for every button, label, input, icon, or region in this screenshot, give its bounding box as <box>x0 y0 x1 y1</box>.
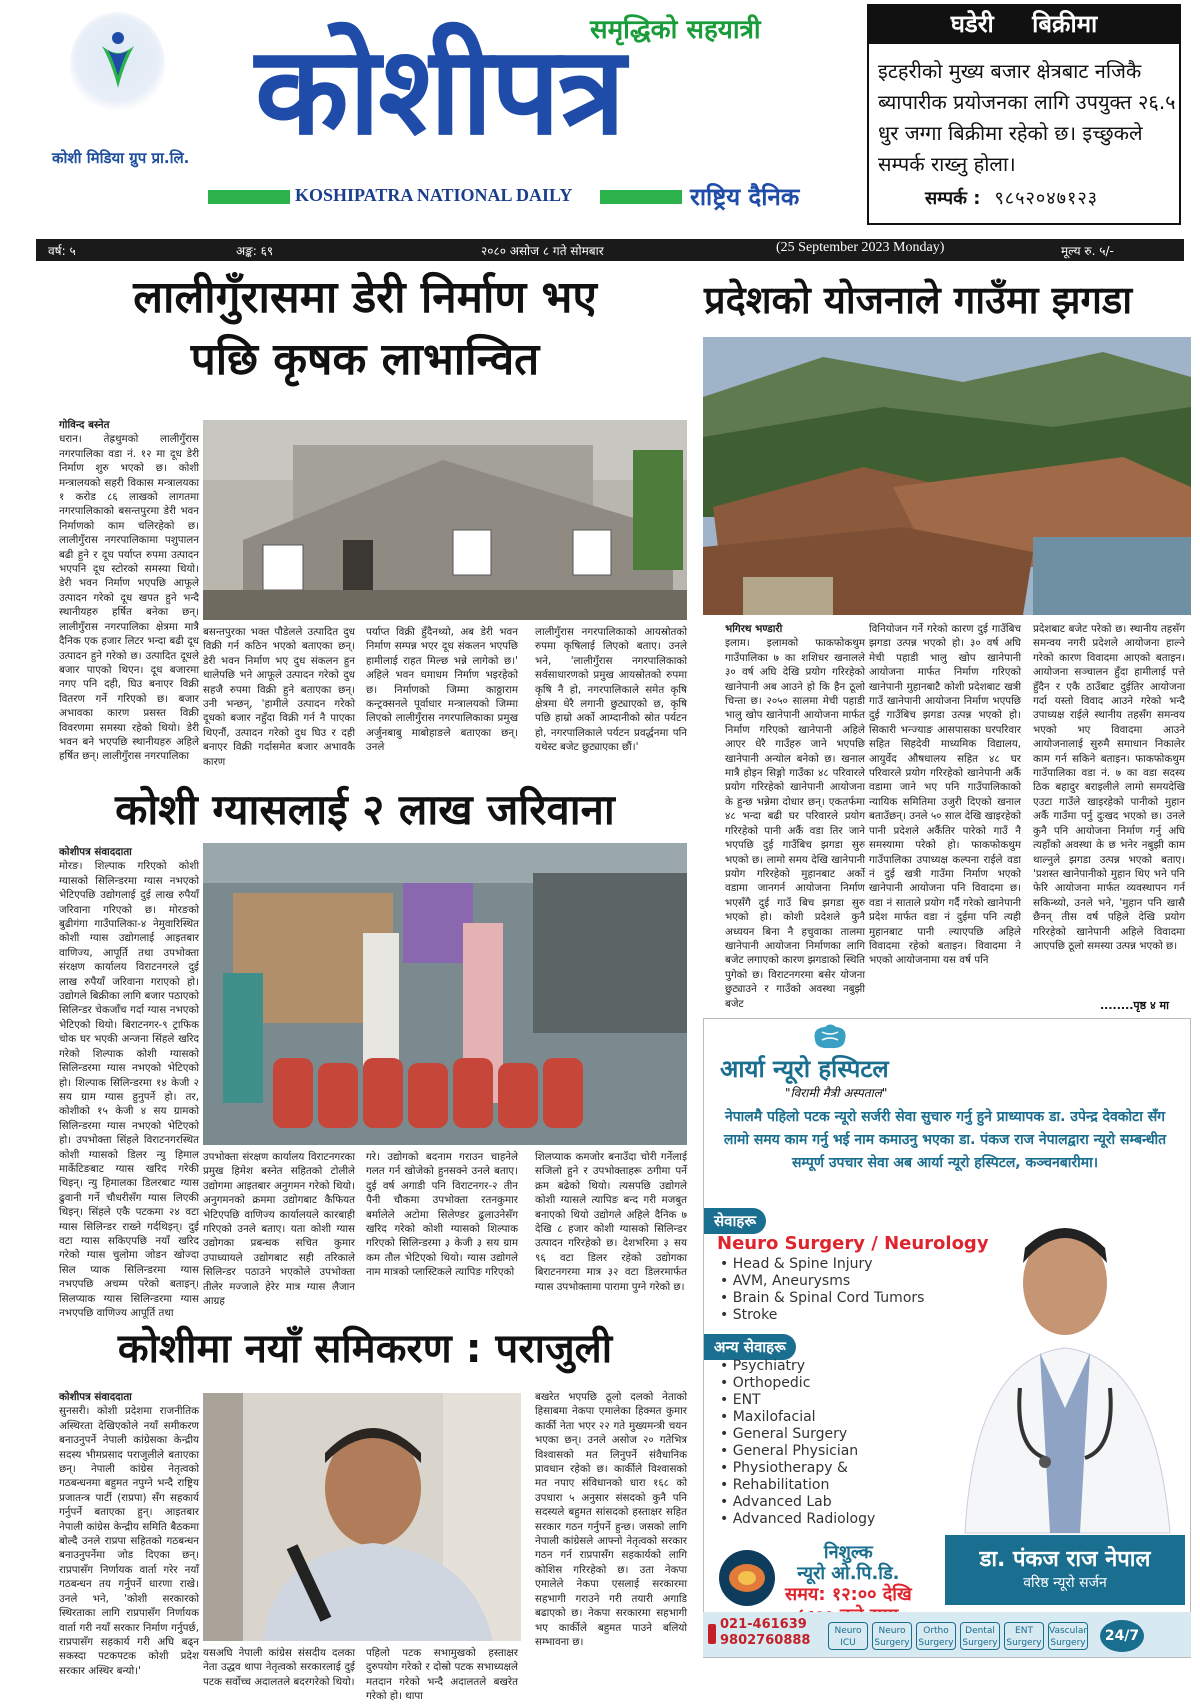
service-item: • Stroke <box>720 1307 924 1324</box>
other-service-item: • General Surgery <box>720 1426 875 1443</box>
phone-icon <box>706 1622 718 1646</box>
department-badge: Vascular Surgery <box>1048 1622 1088 1650</box>
services-list <box>720 1256 924 1324</box>
contact-number: ९८५२०४७१२३ <box>994 188 1099 209</box>
story2-text-1: इलाम। इलामको फाकफोकथुम गाउँपालिका ७ का शशिधर खनालले ३० वर्ष अघि देखि प्रयोग गरिरहेको खानेपानी अब आउने हो कि हैन ठूलो चिन्ता छ। २०५० सालमा मेची पहाडी भालु खोप खानेपानी आयोजना मार्फत निर्माण गरिएको खानेपानी अहिले आएर धेरै गाउँहरु जाने भएपछि खानेपानी अन्योल बनेको छ। खनाल मात्रै होइन सिङ्गो गाउँका ४८ परिवारले प्रयोग गरिरहेको खानेपानी आयोजना के हुन्छ भन्नेमा दोधार छन्। एकतर्फमा ४८ भन्दा बढी घर परिवारले प्रयोग गरिरहेको पानी अर्कै वडा तिर जाने भएपछि दुई गाउँबिच झगडा सुरु भएको छ। लामो समय देखि खानेपानी प्रयोग गरिरहेको मुहानबाट अर्को वडामा जानगर्न आयोजना निर्माण भएसँगै दुई गाउँ बिच झगडा सुरु भएको हो। कोशी प्रदेशले कुनै अध्ययन बिना नै हचुवाका तालमा खानेपानी आयोजना निर्माणका लागि बजेट लगाएको कारण झगडाको स्थिति पुगेको छ। विराटनगरमा बसेर योजना छुट्याउने र गाउँको अवस्था नबुझी बजेट <box>725 637 865 1010</box>
doctor-plate <box>945 1535 1185 1605</box>
story4-column-4: बखरेत भएपछि ठूलो दलको नेताको हिसाबमा नेकपा एमालेका हिक्मत कुमार कार्की नेता भएर २२ गते मुख्यमन्त्री चयन भएका छन्। उनले असोज २० गतेभित्र विश्वासको मत लिनुपर्ने संवैधानिक प्रावधान रहेको छ। कार्कीले विश्वासको मत नपाए संविधानको धारा १६८ को उपधारा ५ अनुसार संसदको कुनै पनि सदस्यले बहुमत सांसदको हस्ताक्षर सहित सरकार गठन गर्नुपर्ने हुन्छ। जसको लागि नेपाली कांग्रेसले आफ्नो नेतृत्वको सरकार गठन गर्न राप्रपासँग सहकार्यको लागि कोशिस गरिरहेको छ। उता नेकपा एमालेले नेकपा एसलाई सरकारमा सहभागी गराउने गरी तयारी अगाडि बढाएको छ। नेकपा सरकारमा सहभागी भए कार्कीले बहुमत पाउने बलियो सम्भावना छ। <box>535 1391 687 1648</box>
newspaper-title: कोशीपत्र <box>255 20 624 162</box>
service-item: • Head & Spine Injury <box>720 1256 924 1273</box>
specialty-heading: Neuro Surgery / Neurology <box>717 1233 989 1254</box>
volume: वर्ष: ५ <box>48 244 76 258</box>
story1-column-1 <box>59 418 199 768</box>
other-service-item: • ENT <box>720 1392 875 1409</box>
masthead-tagline: समृद्धिको सहयात्री <box>590 15 761 45</box>
green-rule-right <box>600 190 682 204</box>
phone-number: 9802760888 <box>720 1633 811 1648</box>
service-item: • AVM, Aneurysms <box>720 1273 924 1290</box>
story1-photo-dairy-building <box>203 420 687 620</box>
brain-icon <box>810 1022 850 1052</box>
hospital-intro: नेपालमै पहिलो पटक न्यूरो सर्जरी सेवा सुचारु गर्नु हुने प्राध्यापक डा. उपेन्द्र देवकोटा सँग लामो समय काम गर्नु भई नाम कमाउनु भएका डा. पंकज राज नेपालद्वारा न्यूरो सम्बन्धीत सम्पूर्ण उपचार सेवा अब आर्या न्यूरो हस्पिटल, कञ्चनबारीमा। <box>723 1109 1167 1171</box>
story3-text-1: मोरङ। शिल्पाक गरिएको कोशी ग्यासको सिलिन्डरमा ग्यास नभएको भेटिएपछि उद्योगलाई दुई लाख रुपैयाँ जरिवाना गरिएको छ। मोरङको बुढीगंगा गाउँपालिका-४ नेमुवारिस्थित कोशी ग्यास उद्योगलाई आइतबार वाणिज्य, आपूर्ति तथा उपभोक्ता संरक्षण कार्यालय विराटनगरले दुई लाख रुपैयाँ जरिवाना गराएको हो। उद्योगले बिक्रीका लागि बजार पठाएको सिलिन्डर चेकजाँच गर्दा ग्यास नभएको भेटिएको थियो। बिराटनगर-९ ट्राफिक चोक घर भएकी अन्जना सिंहले खरिद गरेको शिल्पाक कोशी ग्यासको सिलिन्डरमा ग्यास नभएको भेटिएको हो। शिल्पाक सिलिन्डरमा १४ केजी २ सय ग्राम ग्यास हुनुपर्ने हो। तर, कोशीको १५ केजी ४ सय ग्रामको सिलिन्डरमा ग्यास नभएको भेटिएको हो। उपभोक्ता सिंहले विराटनगरस्थित कोशी ग्यासको डिलर न्यु हिमाल मार्केटिङबाट ग्यास खरिद गरेकी थिइन्। न्यु हिमालका डिलरबाट ग्यास ढुवानी गर्ने चौधरीसँग ग्यास लिएकी थिइन्। सिंहले एकै पटकमा २४ वटा ग्यास सिलिन्डर राख्ने गर्दथिइन्। दुई वटा ग्यास सकिएपछि नयाँ खरिद गरेको ग्यास चुलोमा जोडन खोज्दा सिल प्याक सिलिन्डरमा ग्यास नभएपछि अचम्म परेको बताइन्। सिलप्याक ग्यास सिलिन्डरमा ग्यास नभएपछि वाणिज्य आपूर्ति तथा <box>59 860 199 1319</box>
story2-column-1 <box>725 622 865 1010</box>
free-opd-time: समय: १२:०० देखि <box>785 1584 912 1605</box>
dateline-bar <box>36 239 1184 261</box>
story4-photo-speaker <box>203 1393 521 1641</box>
other-service-item: • General Physician <box>720 1443 875 1460</box>
story1-column-4: लालीगुँरास नगरपालिकाको आयस्रोतको रुपमा कृषिलाई लिएको बताए। उनले भने, 'लालीगुँरास नगरपालिकाको सर्वसाधारणको प्रमुख आयस्रोतको रुपमा कृषि नै हो, नगरपालिकाले समेत कृषि क्षेत्रमा धेरै लगानी छुट्याएको छ, कृषि पछि हाम्रो अर्को आम्दानीको स्रोत पर्यटन हो, नगरपालिकाले पर्यटन प्रवर्द्धनमा पनि यथेस्ट बजेट छुट्याएका छौं।' <box>535 626 687 754</box>
other-service-item: • Maxilofacial <box>720 1409 875 1426</box>
other-services-label: अन्य सेवाहरू <box>704 1334 796 1360</box>
story1-headline-line2: पछि कृषक लाभान्वित <box>190 334 540 385</box>
doctor-title: वरिष्ठ न्यूरो सर्जन <box>1023 1575 1107 1591</box>
services-label: सेवाहरू <box>704 1208 766 1234</box>
hospital-name: आर्या न्यूरो हस्पिटल <box>720 1055 889 1083</box>
department-badge: Neuro Surgery <box>872 1622 912 1650</box>
other-service-item: • Advanced Radiology <box>720 1511 875 1528</box>
publisher-name: कोशी मिडिया ग्रुप प्रा.लि. <box>52 149 190 167</box>
story4-column-2: यसअघि नेपाली कांग्रेस संसदीय दलका नेता उद्धव थापा नेतृत्वको सरकारलाई दुई पटक सर्वोच्च अदालतले बदरगरेको थियो। <box>203 1647 355 1688</box>
story4-column-1 <box>59 1390 199 1688</box>
doctor-photo <box>945 1208 1185 1533</box>
story3-column-3: गरे। उद्योगको बदनाम गराउन चाहनेले गलत गर्न खोजेको हुनसक्ने उनले बताए। दुई वर्ष अगाडी पनि विराटनगर-२ तीन पैनी चौकमा उपभोक्ता रतनकुमार बर्मालेले अटोमा सिलेण्डर ढुलाउनेसँग खरिद गरेको कोशी ग्यासको शिल्पाक गरिएको सिलिन्डरमा ३ केजी ३ सय ग्राम कम तौल भेटिएको थियो। ग्यास उद्योगले नाम मात्रको प्लास्टिकले त्यापिङ गरिएको <box>366 1151 518 1279</box>
story3-column-1 <box>59 845 199 1319</box>
other-service-item: • Orthopedic <box>720 1375 875 1392</box>
story1-text-1: धरान। तेह्रथुमको लालीगुँरास नगरपालिका वडा नं. १२ मा दूध डेरी निर्माण शुरु भएको छ। कोशी मन्त्रालयको सहरी विकास मन्त्रालयका १ करोड ८६ लाखको लागतमा नगरपालिकाको बसन्तपुरमा डेरी भवन निर्माणको काम चलिरहेको छ। लालीगुँरास नगरपालिकामा पशुपालन बढी हुने र दूध पर्याप्त रुपमा उत्पादन भएपनि दूध स्टोरको समस्या थियो। डेरी भवन निर्माण भएपछि आफूले उत्पादन गरेको दूध खपत हुने भन्दै स्थानीयहरु हर्षित बनेका छन्। लालीगुँरास नगरपालिका क्षेत्रमा मात्रै दैनिक एक हजार लिटर भन्दा बढी दूध उत्पादन हुने गरेको छ। उत्पादित दूधले बजार पाएको थिएन। दूध बजारमा नगए पनि दही, घिउ बनाएर विक्री वितरण गर्ने गरिएको छ। बजार अभावका कारण प्रसस्त विक्री विवरणमा समस्या रहेको थियो। डेरी भवन बने भएपछि स्थानीयहरु अहिले हर्षित छन्। लालीगुँरास नगरपालिका <box>59 433 199 763</box>
story4-byline: कोशीपत्र संवाददाता <box>59 1391 132 1403</box>
other-service-item: • Advanced Lab <box>720 1494 875 1511</box>
story2-headline: प्रदेशको योजनाले गाउँमा झगडा <box>704 278 1133 322</box>
doctor-name: डा. पंकज राज नेपाल <box>979 1547 1151 1572</box>
other-services-list <box>720 1358 875 1528</box>
service-item: • Brain & Spinal Cord Tumors <box>720 1290 924 1307</box>
other-service-item: • Rehabilitation <box>720 1477 875 1494</box>
classified-ad-body: इटहरीको मुख्य बजार क्षेत्रबाट नजिकै ब्यापारीक प्रयोजनका लागि उपयुक्त २६.५ धुर जग्गा बिक्रीमा रहेको छ। इच्छुकले सम्पर्क राख्नु होला। <box>878 59 1176 176</box>
story1-column-2: बसन्तपुरका भक्त पौडेलले उत्पादित दुध विक्री गर्न कठिन भएको बताएका छन्। डेरी भवन निर्माण भए दुध संकलन हुन थालेपछि भने आफूले उत्पादन गरेको दुध सहजै रुपमा विक्री हुने बताएका छन्। उनी भन्छन्, 'हामीले उत्पादन गरेको दूधको बजार नहुँदा विक्री गर्न नै पाएका थिएनौं, उत्पादन गरेको दुध घिउ र दही बनाएर विक्री गर्दासमेत बजार अभावकै कारण <box>203 626 355 768</box>
story2-photo-village <box>703 337 1191 615</box>
department-badge: Ortho Surgery <box>916 1622 956 1650</box>
emergency-badge: 24/7 <box>1100 1620 1144 1652</box>
story2-column-2: विनियोजन गर्ने गरेको कारण दुई गाउँबिच झगडा उत्पन्न भएको हो। ३० वर्ष अघि मेची पहाडी भालु खोप खानेपानी आयोजना मार्फत निर्माण गरिएको खानेपानी मुहानबाटै कोशी प्रदेशबाट खत्री गाउँ खानेपानी आयोजना निर्माण भएपछि दुई गाउँबिच झगडा उत्पन्न भएको हो। सिकारी भन्ज्याङ आसपासका घरपरिवार सहित सिहदेवी माध्यमिक विद्यालय, आयुर्वेद औषधालय सहित ४८ घर परिवारले प्रयोग गरिरहेको खानेपानी अर्कै वडामा जाने भए पनि गाउँपालिकाको न्यायिक समितिमा उजुरी दिएको खनाल बताउँछन्। उनले ५० साल देखि खाइरहेको पानी प्रदेशले अर्कैतिर पारेको गाउँ नै समस्यामा परेको हो। फाकफोकथुम गाउँपालिका उपाध्यक्ष कल्पना राईले वडा नं दुई खत्री गाउँमा निर्माण भएको खानेपानी आयोजना पनि विवादमा छ। वडा नं साताले प्रयोग गर्दै गरेको खानेपानी प्रदेश मार्फत वडा नं दुईमा पनि त्यही मुहानबाट पानी ल्याएपछि अहिले विवादमा रहेको बताइन। विवादमा ने भएको आयोजनामा यस वर्ष पनि <box>869 623 1021 967</box>
story4-column-3: पहिलो पटक सभामुखको हस्ताक्षर दुरुपयोग गरेको र दोस्रो पटक सभाध्यक्षले मतदान गरेको भन्दै अदालतले बखरेत गरेको हो। थापा <box>366 1647 518 1703</box>
village-image <box>703 337 1191 615</box>
issue-number: अङ्क: ६९ <box>236 244 274 258</box>
story3-column-2: उपभोक्ता संरक्षण कार्यालय विराटनगरका प्रमुख हिमेश बस्नेत सहितको टोलीले उद्योगमा आइतबार अनुगमन गरेको थियो। अनुगमनको क्रममा उद्योगबाट कैफियत भेटिएपछि वाणिज्य कार्यालयले कारबाही गरिएको उनले बताए। यता कोशी ग्यास उद्योगका प्रबन्धक सचित कुमार उपाध्यायले उद्योगबाट सही तरिकाले सिलिन्डर पठाउने भएकोले उपभोक्ता तीलेर मज्जाले हेरेर मात्र ग्यास लैजान आग्रह <box>203 1151 355 1308</box>
speaker-image <box>203 1393 521 1641</box>
story2-column-3: प्रदेशबाट बजेट परेको छ। स्थानीय तहसँग समन्वय नगरी प्रदेशले आयोजना हाल्ने गरेको कारण विवादमा आएको बताइन। आयोजना सञ्चालन हुँदा हामीलाई पत्ते हुँदैन र एकै ठाउँबाट दुईतिर आयोजना गर्दा यस्तो विवाद आउने गरेको भन्दै उपाध्यक्ष राईले स्थानीय तहसँग समन्वय भएको भए विवादमा आउने आयोजनालाई सुरुमै समाधान निकालेर काम गर्न सकिने बताइन। फाकफोकथुम गाउँपालिका वडा नं. ७ का वडा सदस्य ठिक बहादुर बराइलीले लामो समयदेखि एउटा गाउँले खाइरहेको पानीको मुहान अर्कै गाउँमा पर्नु दुःखद भएको छ। उनले कुनै पनि आयोजना निर्माण गर्नु अघि त्यहाँको अवस्था के छ भनेर नबुझी काम थाल्नुले झगडा उत्पन्न भएको बताए। 'प्रशस्त खानेपानीको मुहान थिए भने पनि फेरि आयोजना मार्फत व्यवस्थापन गर्न सकिन्थ्यो, उनले भने, 'मुहान पनि खासै छैनन् तीस वर्ष पहिले देखि प्रयोग गरिरहेको खानेपानी अहिले विवादमा आएपछि ठूलो समस्या उत्पन्न भएको छ। <box>1033 623 1185 952</box>
price: मूल्य रु. ५/- <box>1061 244 1114 258</box>
department-badge: Dental Surgery <box>960 1622 1000 1650</box>
story4-text-1: सुनसरी। कोशी प्रदेशमा राजनीतिक अस्थिरता देखिएकोले नयाँ समीकरण बनाउनुपर्ने नेपाली कांग्रेसका केन्द्रीय सदस्य भीमप्रसाद पराजुलीले बताएका छन्। नेपाली कांग्रेस नेतृत्वको गठबन्धनमा बहुमत नपुग्ने भन्दै राष्ट्रिय प्रजातन्त्र पार्टी (राप्रपा) सँग सहकार्य गर्नुपर्ने बताएका हुन्। आइतबार नेपाली कांग्रेस केन्द्रीय समिति बैठकमा बोल्दै उनले राप्रपा सहितको गठबन्धन बनाउनुपर्नेमा जोड दिएका छन्। राप्रपासँग निर्णायक वार्ता गरेर नयाँ गठबन्धन तय गर्नुपर्ने धारणा राखे। उनले भने, 'कोशी सरकारको स्थिरताका लागि राप्रपासँग निर्णायक वार्ता गरी नयाँ सरकार निर्माण गर्नुपर्छ, राप्रपासँग सहकार्य गरी अघि बढ्न सकस्दा पटकपटक कोशी प्रदेश सरकार अस्थिर बन्यो।' <box>59 1405 199 1677</box>
story1-column-3: पर्याप्त विक्री हुँदैनथ्यो, अब डेरी भवन निर्माण सम्पन्न भएर दूध संकलन भएपछि हामीलाई राहत मिल्छ भन्ने लागेको छ।' अहिले भवन धमाधम निर्माण भइरहेको छ। निर्माणको जिम्मा काठ्ठाराम कन्ट्रक्सनले पूर्वाधार मन्त्रालयको जिम्मा लिएको लालीगुँरास नगरपालिकाका प्रमुख अर्जुनबाबु माबोहाङले बताएका छन्। उनले <box>366 626 518 754</box>
phone-number: 021-461639 <box>720 1617 807 1632</box>
story2-byline: भगिरथ भण्डारी <box>725 623 783 635</box>
story3-byline: कोशीपत्र संवाददाता <box>59 846 132 858</box>
phone-numbers <box>720 1617 810 1649</box>
date-nepali: २०८० असोज ८ गते सोमबार <box>481 244 604 258</box>
gas-cylinders-image <box>203 843 687 1145</box>
hospital-slogan: "विरामी मैत्री अस्पताल" <box>785 1086 888 1100</box>
nepali-subtitle: राष्ट्रिय दैनिक <box>690 183 800 211</box>
story3-headline: कोशी ग्यासलाई २ लाख जरिवाना <box>115 785 615 834</box>
story1-headline-line1: लालीगुँरासमा डेरी निर्माण भए <box>133 272 597 323</box>
green-rule-left <box>208 190 290 204</box>
classified-ad-heading: घडेरी बिक्रीमा <box>867 4 1181 44</box>
free-opd-line: निशुल्क <box>823 1542 873 1563</box>
story3-column-4: शिलप्याक कमजोर बनाउँदा चोरी गर्नेलाई सजिलो हुने र उपभोक्ताहरू ठगीमा पर्ने क्रम बढेको थियो। त्यसपछि उद्योगले कोशी ग्यासले त्यापिङ बन्द गरी मजबुत बनाएको थियो उद्योगले अहिले दैनिक ७ देखि ८ हजार कोशी ग्यासको सिलिन्डर उत्पादन गरिरहेको छ। देशभरिमा ३ सय ९६ वटा डिलर रहेको उद्योगका बिराटनगरमा मात्र ३२ वटा डिलरमार्फत ग्यास उपभोक्तामा पारामा पुग्ने गरेको छ। <box>535 1151 687 1293</box>
english-name: KOSHIPATRA NATIONAL DAILY <box>295 185 573 205</box>
department-badge: ENT Surgery <box>1004 1622 1044 1650</box>
other-service-item: • Physiotherapy & <box>720 1460 875 1477</box>
story1-byline: गोविन्द बस्नेत <box>59 419 110 431</box>
brain-scan-icon <box>712 1548 782 1608</box>
story4-headline: कोशीमा नयाँ समिकरण : पराजुली <box>117 1326 613 1372</box>
classified-ad-contact <box>925 186 1098 210</box>
story3-photo-gas-shop <box>203 843 687 1145</box>
contact-label: सम्पर्क : <box>925 188 981 209</box>
free-opd-line: न्यूरो ओ.पि.डि. <box>797 1563 900 1584</box>
date-english: (25 September 2023 Monday) <box>776 240 945 255</box>
story2-continued: ........पृष्ठ ४ मा <box>1100 999 1169 1012</box>
publisher-logo-icon <box>100 30 136 90</box>
dairy-building-image <box>203 420 687 620</box>
department-badge: Neuro ICU <box>828 1622 868 1650</box>
other-service-item: • Psychiatry <box>720 1358 875 1375</box>
